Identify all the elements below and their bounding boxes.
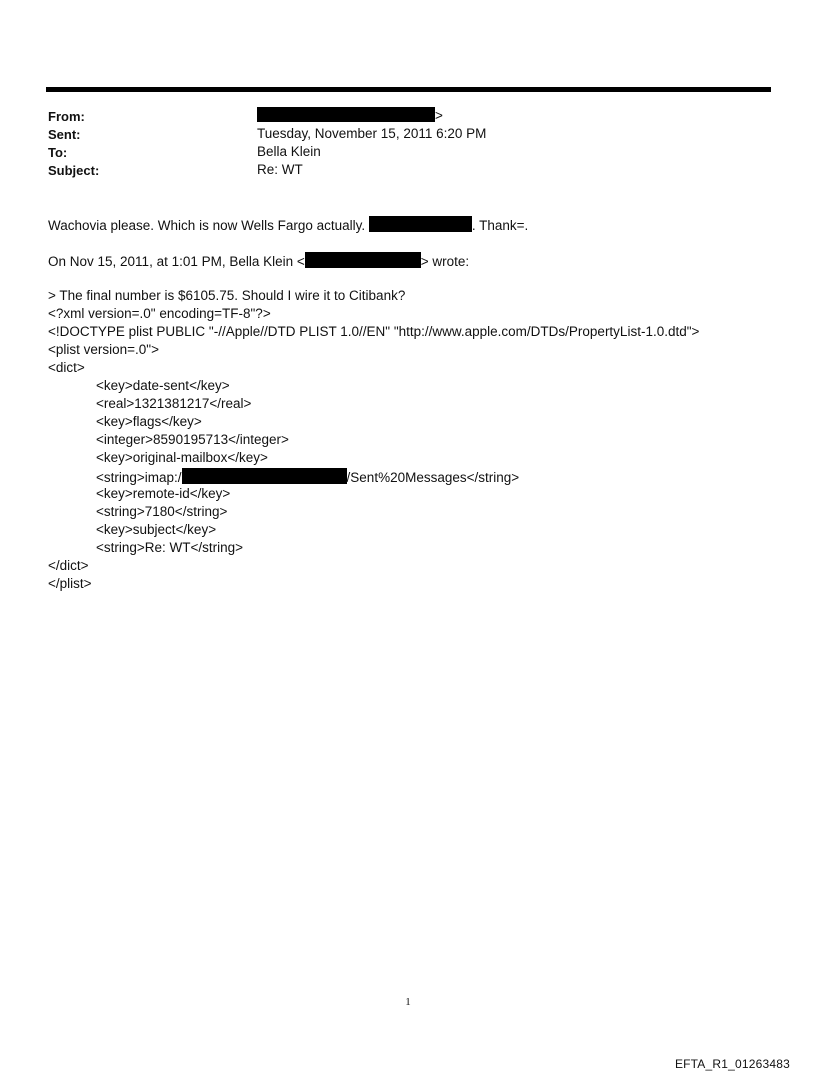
xml-declaration: <?xml version=.0" encoding=TF-8"?> [48,306,271,321]
dict-line: <string>7180</string> [96,504,228,519]
quoted-line: > The final number is $6105.75. Should I wire it to Citibank? [48,288,406,303]
dict-line: <key>date-sent</key> [96,378,230,393]
header-rule [46,87,771,92]
dict-line: <key>original-mailbox</key> [96,450,268,465]
dict-line: <real>1321381217</real> [96,396,252,411]
dict-close: </dict> [48,558,89,573]
to-label: To: [48,145,68,160]
quote-intro-end: > wrote: [420,254,470,269]
reply-line [48,216,528,233]
redaction-box [305,252,421,268]
dict-open: <dict> [48,360,85,375]
plist-close: </plist> [48,576,92,591]
quote-intro-text: On Nov 15, 2011, at 1:01 PM, Bella Klein < [48,254,305,269]
doctype-line: <!DOCTYPE plist PUBLIC "-//Apple//DTD PLIST 1.0//EN" "http://www.apple.com/DTDs/PropertyList-1.0.dtd"> [48,324,700,339]
sent-value: Tuesday, November 15, 2011 6:20 PM [257,126,487,141]
document-id: EFTA_R1_01263483 [674,1057,790,1071]
from-suffix: > [435,108,443,123]
sent-label: Sent: [48,127,81,142]
from-value [257,107,443,123]
subject-label: Subject: [48,163,100,178]
to-value: Bella Klein [257,144,321,159]
from-label: From: [48,109,85,124]
redaction-box [182,468,347,484]
reply-text: Wachovia please. Which is now Wells Fargo actually. [48,218,369,233]
dict-line: <string>Re: WT</string> [96,540,244,555]
dict-line-imap [96,468,519,485]
quote-intro-line [48,252,469,269]
dict-line: <key>flags</key> [96,414,202,429]
dict-line: <key>subject</key> [96,522,217,537]
reply-text-end: . Thank=. [471,218,529,233]
plist-open: <plist version=.0"> [48,342,159,357]
page-number: 1 [405,996,411,1008]
subject-value: Re: WT [257,162,303,177]
redaction-box [369,216,472,232]
dict-line: <integer>8590195713</integer> [96,432,289,447]
redaction-box [257,107,435,122]
imap-suffix: /Sent%20Messages</string> [346,470,520,485]
dict-line: <key>remote-id</key> [96,486,231,501]
imap-prefix: <string>imap:/ [96,470,182,485]
